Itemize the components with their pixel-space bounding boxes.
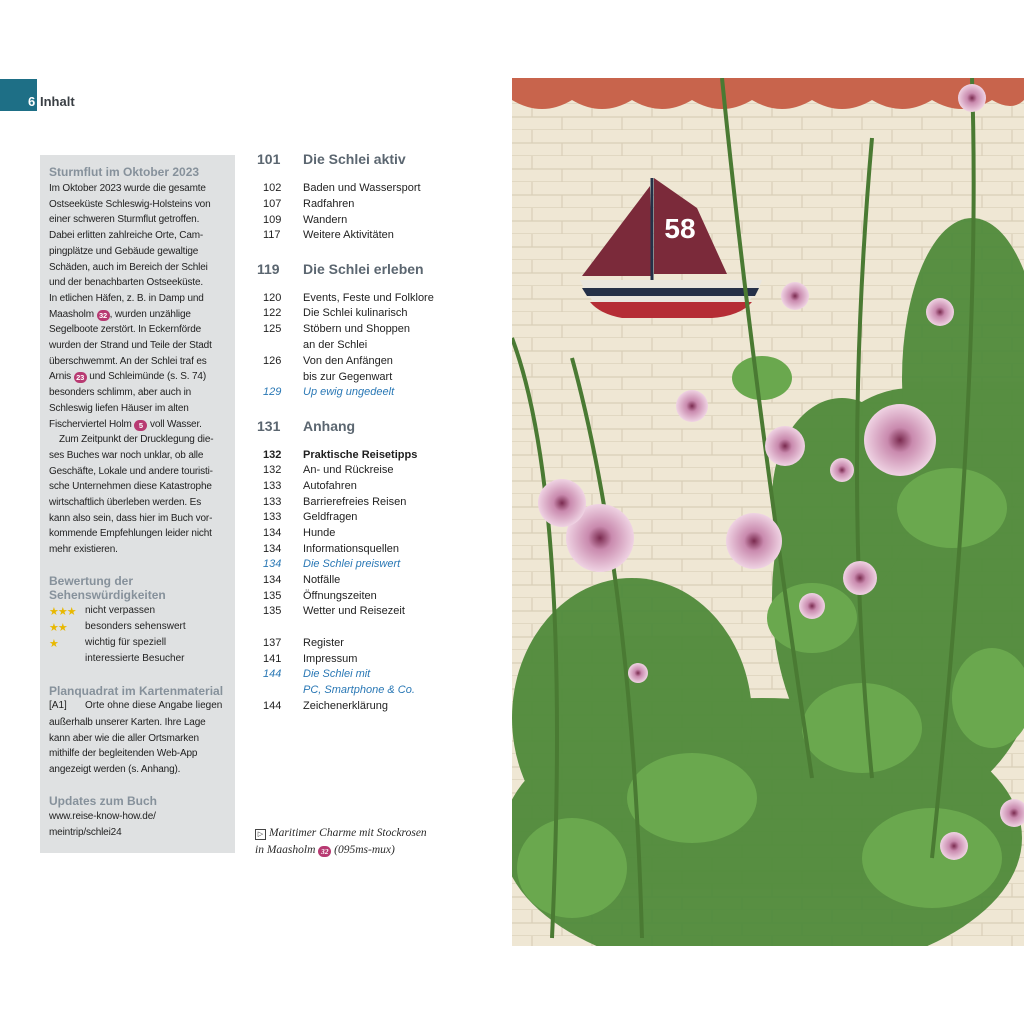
planquadrat-body bbox=[49, 715, 229, 778]
rating-label: besonders sehenswert bbox=[85, 621, 186, 632]
toc-entry-highlight[interactable]: Up ewig ungedeelt bbox=[303, 386, 395, 398]
planquadrat-line: mithilfe der begleitenden Web-App bbox=[49, 748, 198, 760]
toc-page: 134 bbox=[263, 543, 282, 555]
caption-line: in Maasholm bbox=[255, 844, 319, 856]
toc-page: 132 bbox=[263, 449, 282, 461]
location-marker-badge[interactable]: 32 bbox=[318, 846, 331, 857]
toc-page: 137 bbox=[263, 637, 282, 649]
planquadrat-line: kann aber wie die aller Ortsmarken bbox=[49, 732, 199, 744]
storm-line: mehr existieren. bbox=[49, 544, 118, 556]
star-icon: ★★★ bbox=[49, 606, 76, 618]
toc-entry[interactable]: Informationsquellen bbox=[303, 543, 400, 555]
storm-line: Ostseeküste Schleswig-Holsteins von bbox=[49, 198, 211, 210]
boat-number: 58 bbox=[664, 213, 696, 244]
star-icon: ★★ bbox=[49, 622, 67, 634]
rating-label: wichtig für speziell bbox=[85, 637, 167, 648]
toc-page: 122 bbox=[263, 307, 282, 319]
updates-heading: Updates zum Buch bbox=[49, 794, 158, 808]
storm-line: kann also sein, dass hier im Buch vor- bbox=[49, 512, 213, 524]
toc-entry[interactable]: An- und Rückreise bbox=[303, 464, 394, 476]
text: Fischerviertel Holm bbox=[49, 418, 135, 430]
star-icon: ★ bbox=[49, 638, 58, 650]
toc-page: 141 bbox=[263, 653, 282, 665]
storm-line: Dabei erlitten zahlreiche Orte, Cam- bbox=[49, 230, 204, 242]
toc-page: 134 bbox=[263, 527, 282, 539]
text: und Schleimünde (s. S. 74) bbox=[86, 371, 207, 383]
storm-line: Segelboote zerstört. In Eckernförde bbox=[49, 324, 202, 336]
page-number: 6 bbox=[28, 94, 36, 109]
storm-line: kommende Empfehlungen leider nicht bbox=[49, 528, 212, 540]
toc-entry[interactable]: Geldfragen bbox=[303, 511, 358, 523]
planquadrat-text: Orte ohne diese Angabe liegen bbox=[85, 700, 223, 711]
updates-url[interactable]: meintrip/schlei24 bbox=[49, 826, 122, 838]
storm-line: Schäden, auch im Bereich der Schlei bbox=[49, 261, 208, 273]
updates-url[interactable]: www.reise-know-how.de/ bbox=[49, 811, 156, 822]
toc-page: 133 bbox=[263, 511, 282, 523]
text: Arnis bbox=[49, 371, 74, 383]
storm-line bbox=[49, 307, 229, 323]
section-title[interactable]: Die Schlei aktiv bbox=[303, 151, 406, 167]
rating-stars-2 bbox=[49, 621, 67, 634]
toc-page: 135 bbox=[263, 605, 282, 617]
storm-line: Im Oktober 2023 wurde die gesamte bbox=[49, 183, 206, 194]
location-marker-badge[interactable]: 5 bbox=[134, 420, 147, 431]
toc-entry[interactable]: Zeichenerklärung bbox=[303, 700, 388, 712]
text: Maasholm bbox=[49, 308, 97, 320]
toc-entry[interactable]: Hunde bbox=[303, 527, 336, 539]
updates-link[interactable] bbox=[49, 809, 229, 840]
text: , wurden unzählige bbox=[109, 308, 191, 320]
toc-entry-cont[interactable]: bis zur Gegenwart bbox=[303, 371, 393, 383]
toc-entry[interactable]: Wetter und Reisezeit bbox=[303, 605, 405, 617]
storm-line: sche Unternehmen diese Katastrophe bbox=[49, 481, 212, 493]
planquadrat-line: außerhalb unserer Karten. Ihre Lage bbox=[49, 717, 206, 728]
toc-entry[interactable]: Autofahren bbox=[303, 480, 357, 492]
storm-line: besonders schlimm, aber auch in bbox=[49, 387, 192, 399]
planquadrat-line: angezeigt werden (s. Anhang). bbox=[49, 764, 181, 776]
storm-line: wurden der Strand und Teile der Stadt bbox=[49, 340, 212, 352]
toc-entry[interactable]: Von den Anfängen bbox=[303, 355, 393, 367]
rating-heading: Bewertung der bbox=[49, 574, 134, 588]
storm-line: Geschäfte, Lokale und andere touristi- bbox=[49, 465, 213, 477]
planquadrat-code: [A1] bbox=[49, 700, 67, 711]
rating-label-cont: interessierte Besucher bbox=[85, 653, 185, 664]
toc-page: 129 bbox=[263, 386, 282, 398]
storm-line: und der benachbarten Ostseeküste. bbox=[49, 277, 204, 289]
toc-entry[interactable]: Weitere Aktivitäten bbox=[303, 229, 394, 241]
toc-entry[interactable]: Die Schlei kulinarisch bbox=[303, 307, 408, 319]
toc-entry-cont[interactable]: an der Schlei bbox=[303, 339, 368, 351]
toc-page: 132 bbox=[263, 464, 282, 476]
arrow-right-icon: ▷ bbox=[255, 829, 266, 840]
toc-entry[interactable]: Notfälle bbox=[303, 574, 341, 586]
toc-entry[interactable]: Stöbern und Shoppen bbox=[303, 323, 411, 335]
storm-line: In etlichen Häfen, z. B. in Damp und bbox=[49, 292, 204, 304]
caption-line: (095ms-mux) bbox=[331, 844, 395, 856]
toc-entry[interactable]: Wandern bbox=[303, 214, 348, 226]
section-title[interactable]: Anhang bbox=[303, 418, 356, 434]
caption-line: Maritimer Charme mit Stockrosen bbox=[269, 827, 427, 839]
toc-page: 144 bbox=[263, 668, 282, 680]
toc-page: 135 bbox=[263, 590, 282, 602]
section-page: 119 bbox=[257, 261, 280, 277]
storm-line: wirtschaftlich überleben werden. Es bbox=[49, 497, 202, 509]
photo-caption bbox=[255, 825, 465, 859]
toc-entry[interactable]: Öffnungszeiten bbox=[303, 590, 377, 602]
rating-heading-cont: Sehenswürdigkeiten bbox=[49, 588, 166, 602]
location-marker-badge[interactable]: 32 bbox=[97, 310, 110, 321]
toc-page: 109 bbox=[263, 214, 282, 226]
storm-line: Zum Zeitpunkt der Drucklegung die- bbox=[59, 434, 214, 446]
storm-line: pingplätze und Gebäude gewaltige bbox=[49, 245, 199, 257]
toc-entry[interactable]: Baden und Wassersport bbox=[303, 182, 421, 194]
storm-line: einer schweren Sturmflut getroffen. bbox=[49, 214, 200, 226]
storm-line bbox=[49, 417, 229, 433]
section-title[interactable]: Die Schlei erleben bbox=[303, 261, 424, 277]
toc-entry[interactable]: Register bbox=[303, 637, 344, 649]
photo-illustration bbox=[512, 78, 1024, 946]
toc-page: 133 bbox=[263, 480, 282, 492]
page-title: Inhalt bbox=[40, 94, 75, 109]
storm-text bbox=[49, 181, 229, 558]
toc-entry-highlight[interactable]: Die Schlei mit bbox=[303, 668, 371, 680]
storm-heading: Sturmflut im Oktober 2023 bbox=[49, 165, 200, 179]
toc-page: 134 bbox=[263, 558, 282, 570]
toc-page: 102 bbox=[263, 182, 282, 194]
toc-page: 134 bbox=[263, 574, 282, 586]
toc-page: 125 bbox=[263, 323, 282, 335]
toc-page: 120 bbox=[263, 292, 282, 304]
location-marker-badge[interactable]: 23 bbox=[74, 372, 87, 383]
toc-entry[interactable]: Barrierefreies Reisen bbox=[303, 496, 407, 508]
section-page: 131 bbox=[257, 418, 281, 434]
toc-page: 144 bbox=[263, 700, 282, 712]
toc-entry-highlight[interactable]: Die Schlei preiswert bbox=[303, 558, 401, 570]
toc-entry-highlight-cont[interactable]: PC, Smartphone & Co. bbox=[303, 684, 415, 696]
text: voll Wasser. bbox=[147, 418, 202, 430]
rating-stars-3 bbox=[49, 605, 76, 618]
section-page: 101 bbox=[257, 151, 281, 167]
toc-entry[interactable]: Praktische Reisetipps bbox=[303, 449, 418, 461]
planquadrat-heading: Planquadrat im Kartenmaterial bbox=[49, 684, 224, 698]
toc-page: 107 bbox=[263, 198, 282, 210]
hollyhock-photo bbox=[512, 78, 1024, 946]
toc-page: 133 bbox=[263, 496, 282, 508]
toc-entry[interactable]: Radfahren bbox=[303, 198, 355, 210]
storm-line: ses Buches war noch unklar, ob alle bbox=[49, 449, 204, 461]
storm-line: überschwemmt. An der Schlei traf es bbox=[49, 355, 207, 367]
toc-page: 117 bbox=[263, 229, 281, 241]
rating-label: nicht verpassen bbox=[85, 605, 156, 616]
toc-entry[interactable]: Impressum bbox=[303, 653, 358, 665]
toc-page: 126 bbox=[263, 355, 282, 367]
storm-line: Schleswig liefen Häuser im alten bbox=[49, 402, 189, 414]
toc-entry[interactable]: Events, Feste und Folklore bbox=[303, 292, 434, 304]
storm-line bbox=[49, 369, 229, 385]
rating-stars-1 bbox=[49, 637, 58, 650]
